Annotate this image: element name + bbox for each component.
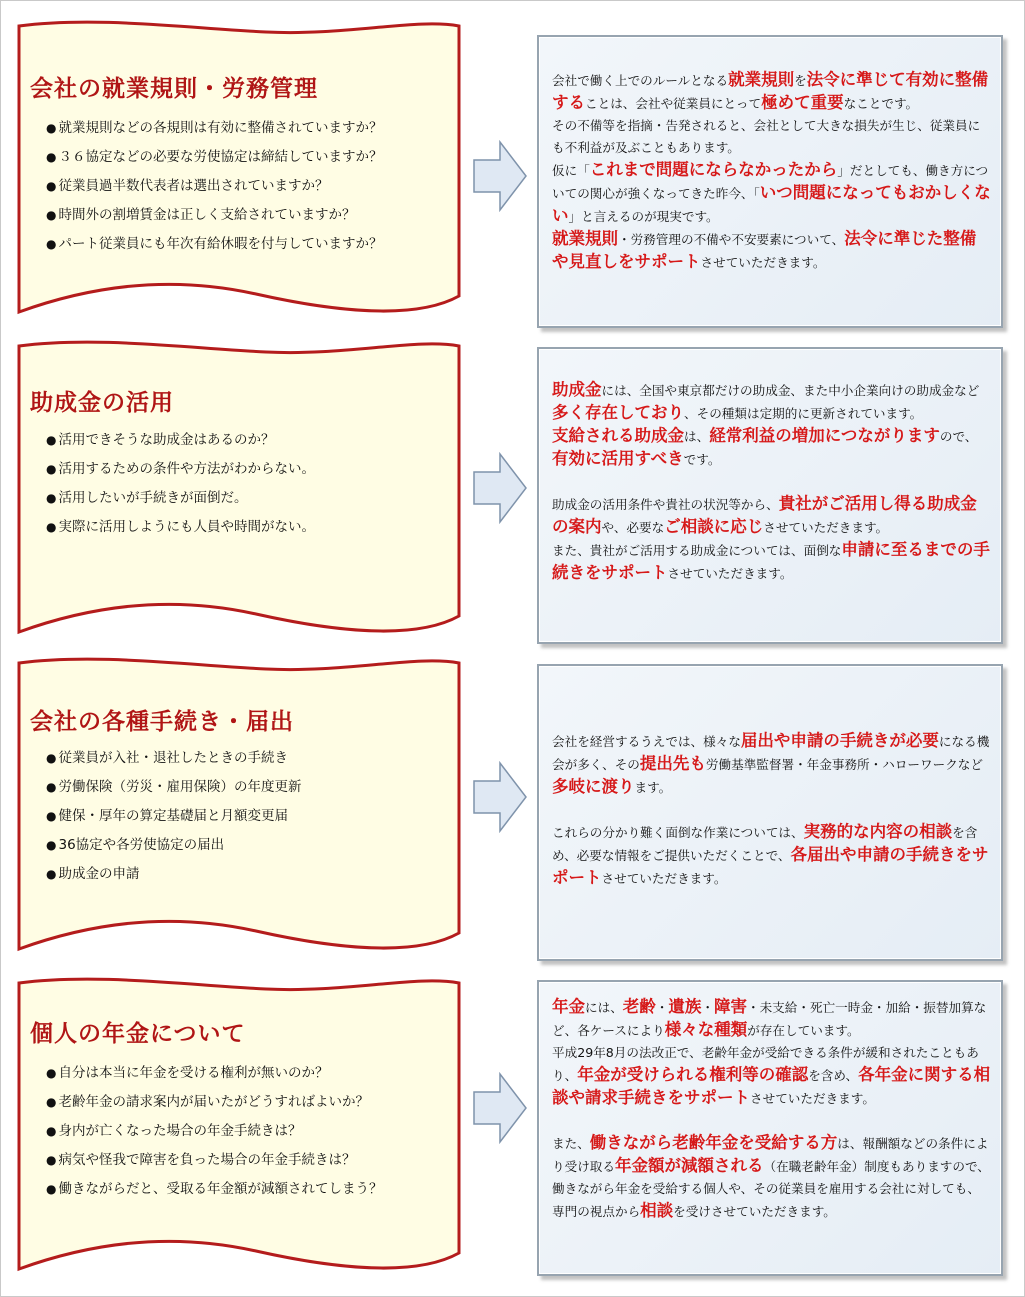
highlight-text: 提出先も [639,754,706,773]
body-text: 助成金の活用条件や貴社の状況等から、 [552,497,779,512]
description-paragraph [552,69,992,115]
right-arrow-icon [472,140,528,212]
bullet-text: 健保・厚年の算定基礎届と月額変更届 [58,808,288,824]
bullet-text: 助成金の申請 [58,866,140,882]
bullet-text: 実際に活用しようにも人員や時間がない。 [58,519,315,535]
bullet-icon: ● [46,520,57,534]
bullet-text: 時間外の割増賃金は正しく支給されていますか？ [58,207,356,223]
body-text: には、 [585,1000,623,1015]
highlight-text: 極めて重要 [761,93,844,112]
bullet-item [46,114,382,143]
bullet-item [46,802,301,831]
highlight-text: これまで問題にならなかったから [589,160,838,179]
bullet-text: 就業規則などの各規則は有効に整備されていますか？ [58,120,383,136]
highlight-text: 実務的な内容の相談 [803,822,953,841]
body-text: 会社を経営するうえでは、様々な [552,734,741,749]
body-text: になる機会が多く、その [552,734,990,772]
bullet-item [46,201,382,230]
body-text: 平成29年8月の法改正で、老齢年金が受給できる条件が緩和されたこともあり、 [552,1045,979,1083]
highlight-text: 各年金に関する相談や請求手続きをサポート [552,1065,991,1107]
bullet-icon: ● [46,838,57,852]
bullet-icon: ● [46,1153,57,1167]
bullet-icon: ● [46,867,57,881]
highlight-text: 障害 [713,997,747,1016]
body-text: です。 [683,452,721,467]
bullet-list [46,1059,382,1204]
bullet-item [46,230,382,259]
description-paragraph [552,115,992,159]
description-paragraph [552,425,992,471]
body-text: させていただきます。 [667,566,793,581]
body-text: を [794,73,807,88]
highlight-text: 経常利益の増加につながります [709,426,940,445]
highlight-text: 年金額が減額される [614,1156,764,1175]
bullet-item [46,773,301,802]
highlight-text: 各届出や申請の手続きをサポート [552,845,989,887]
body-text: これらの分かり難く面倒な作業については、 [552,825,804,840]
body-text: させていただきます。 [750,1091,875,1106]
bullet-item [46,860,301,889]
body-text: 労働基準監督署・年金事務所・ハローワークなど [705,757,983,772]
highlight-text: 働きながら老齢年金を受給する方 [589,1133,838,1152]
bullet-icon: ● [46,1182,57,1196]
body-text: を受けさせていただきます。 [673,1204,836,1219]
body-text: 仮に「 [552,163,590,178]
bullet-text: 活用したいが手続きが面倒だ。 [58,490,248,506]
bullet-item [46,484,315,513]
body-text: 、その種類は定期的に更新されています。 [684,406,923,421]
issue-card [16,657,462,957]
description-paragraph [552,539,992,585]
section-title: 個人の年金について [30,1021,246,1047]
description-text [552,69,992,274]
highlight-text: 有効に活用すべき [552,449,684,468]
issue-card [16,20,462,320]
paragraph-gap [552,1110,992,1132]
right-arrow-icon [472,1072,528,1144]
bullet-text: 身内が亡くなった場合の年金手続きは？ [58,1123,302,1139]
body-text: や、必要な [601,520,665,535]
description-paragraph [552,996,992,1042]
highlight-text: 法令に準じて有効に整備する [552,70,989,112]
bullet-item [46,744,301,773]
highlight-text: 年金が受けられる権利等の確認 [577,1065,809,1084]
body-text: 会社で働く上でのルールとなる [552,73,729,88]
description-text [552,996,992,1223]
bullet-text: 36協定や各労使協定の届出 [58,837,225,853]
description-text [552,379,992,585]
body-text: を含め、必要な情報をご提供いただくことで、 [552,825,978,863]
highlight-text: 法令に準じた整備や見直しをサポート [552,229,977,271]
body-text: させていただきます。 [601,871,727,886]
bullet-list [46,114,382,259]
bullet-item [46,1059,382,1088]
bullet-list [46,744,301,889]
bullet-icon: ● [46,780,57,794]
issue-card [16,977,462,1277]
bullet-text: 自分は本当に年金を受ける権利が無いのか？ [58,1065,329,1081]
highlight-text: 申請に至るまでの手続きをサポート [552,540,990,582]
bullet-item [46,1117,382,1146]
bullet-icon: ● [46,751,57,765]
description-box [537,35,1003,328]
bullet-icon: ● [46,1066,57,1080]
body-text: また、 [552,1136,590,1151]
highlight-text: いつ問題になってもおかしくない [552,183,991,225]
highlight-text: 就業規則 [552,229,618,248]
highlight-text: 遺族 [668,997,702,1016]
bullet-text: ３６協定などの必要な労使協定は締結していますか？ [58,149,383,165]
paragraph-gap [552,799,992,821]
bullet-icon: ● [46,462,57,476]
highlight-text: 多岐に渡り [552,777,635,796]
highlight-text: 支給される助成金 [552,426,684,445]
bullet-item [46,1146,382,1175]
description-text [552,730,992,890]
paragraph-gap [552,471,992,493]
bullet-text: 労働保険（労災・雇用保険）の年度更新 [58,779,302,795]
body-text: その不備等を指摘・告発されると、会社として大きな損失が生じ、従業員にも不利益が及ぶこともあります。 [552,118,981,155]
bullet-icon: ● [46,1124,57,1138]
description-box [537,347,1003,644]
description-box [537,980,1003,1276]
bullet-item [46,143,382,172]
right-arrow-icon [472,452,528,524]
bullet-icon: ● [46,208,57,222]
description-paragraph [552,1042,992,1110]
bullet-icon: ● [46,121,57,135]
bullet-item [46,1175,382,1204]
bullet-text: 病気や怪我で障害を負った場合の年金手続きは？ [58,1152,356,1168]
highlight-text: 様々な種類 [664,1020,748,1039]
body-text: ことは、会社や従業員にとって [585,96,762,111]
section-title: 会社の各種手続き・届出 [30,709,294,735]
bullet-text: 従業員過半数代表者は選出されていますか？ [58,178,329,194]
description-paragraph [552,821,992,890]
body-text: ・労務管理の不備や不安要素について、 [618,232,845,247]
description-paragraph [552,493,992,539]
highlight-text: 多く存在しており [552,403,684,422]
highlight-text: ご相談に応じ [664,517,764,536]
body-text: ます。 [634,780,672,795]
body-text: なことです。 [843,96,919,111]
body-text: を含め、 [808,1068,859,1083]
section-title: 助成金の活用 [30,390,174,416]
bullet-item [46,1088,382,1117]
bullet-icon: ● [46,1095,57,1109]
bullet-icon: ● [46,809,57,823]
highlight-text: 貴社がご活用し得る助成金の案内 [552,494,977,536]
body-text: 」だとしても、働き方についての関心が強くなってきた昨今、「 [552,163,989,201]
bullet-list [46,426,315,542]
bullet-text: 従業員が入社・退社したときの手続き [58,750,288,766]
description-paragraph [552,730,992,799]
bullet-item [46,513,315,542]
highlight-text: 届出や申請の手続きが必要 [740,731,939,750]
body-text: には、全国や東京都だけの助成金、また中小企業向けの助成金など [601,383,980,398]
bullet-icon: ● [46,237,57,251]
bullet-text: 活用できそうな助成金はあるのか？ [58,432,275,448]
highlight-text: 就業規則 [728,70,795,89]
description-box [537,664,1003,961]
bullet-text: 老齢年金の請求案内が届いたがどうすればよいか？ [58,1094,369,1110]
body-text: させていただきます。 [763,520,889,535]
body-text: 」と言えるのが現実です。 [568,209,719,224]
bullet-item [46,831,301,860]
body-text: させていただきます。 [700,255,826,270]
body-text: ・ [701,1000,714,1015]
bullet-icon: ● [46,150,57,164]
right-arrow-icon [472,761,528,833]
body-text: ので、 [939,429,978,444]
description-paragraph [552,1132,992,1223]
bullet-item [46,172,382,201]
bullet-text: 働きながらだと、受取る年金額が減額されてしまう？ [58,1181,383,1197]
bullet-item [46,455,315,484]
bullet-text: 活用するための条件や方法がわからない。 [58,461,315,477]
highlight-text: 年金 [552,997,585,1016]
body-text: （在職老齢年金）制度もありますので、働きながら年金を受給する個人や、その従業員を雇用する会社に対しても、専門の視点から [552,1159,990,1219]
body-text: ・未支給・死亡一時金・加給・振替加算など、各ケースにより [552,1000,987,1038]
description-paragraph [552,228,992,274]
body-text: また、貴社がご活用する助成金については、面倒な [552,543,842,558]
body-text: は、 [684,429,710,444]
section-title: 会社の就業規則・労務管理 [30,76,318,102]
highlight-text: 相談 [640,1201,674,1220]
highlight-text: 老齢 [622,997,656,1016]
body-text: ・ [655,1000,669,1015]
bullet-text: パート従業員にも年次有給休暇を付与していますか？ [58,236,383,252]
bullet-icon: ● [46,433,57,447]
description-paragraph [552,159,992,228]
bullet-icon: ● [46,179,57,193]
bullet-item [46,426,315,455]
highlight-text: 助成金 [552,380,602,399]
body-text: が存在しています。 [747,1023,860,1038]
issue-card [16,340,462,640]
description-paragraph [552,379,992,425]
body-text: は、報酬額などの条件により受け取る [552,1136,989,1174]
bullet-icon: ● [46,491,57,505]
